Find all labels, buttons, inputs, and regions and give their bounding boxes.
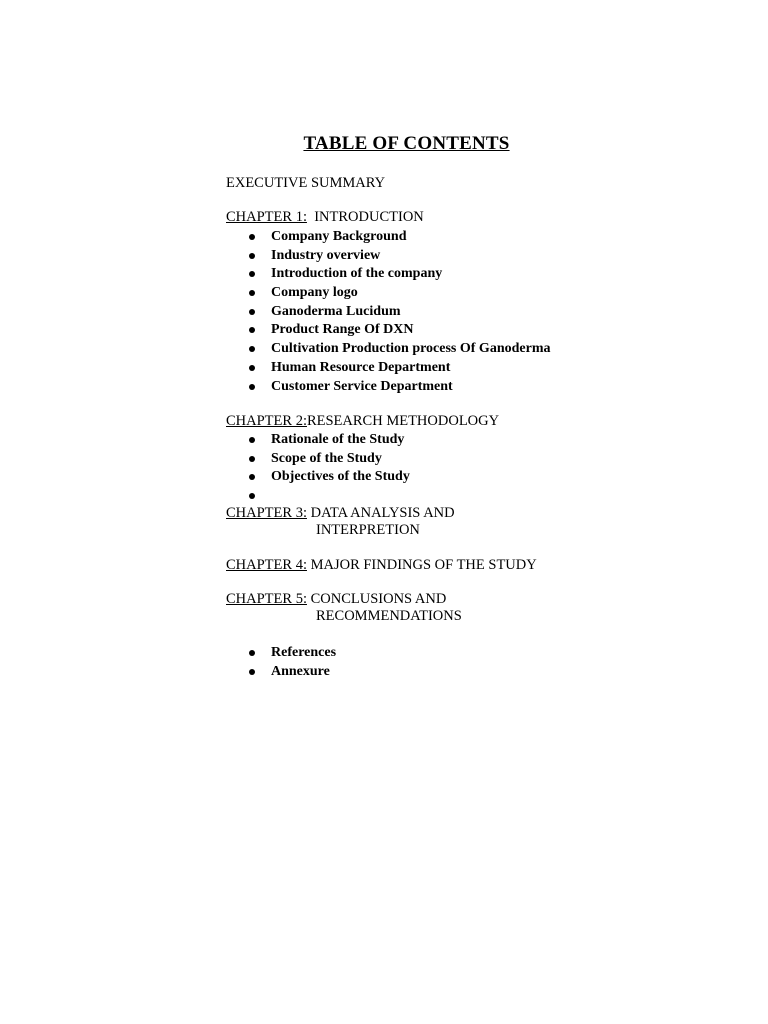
- bullet-icon: [249, 456, 255, 462]
- bullet-icon: [249, 253, 255, 259]
- chapter-5-heading: [226, 590, 446, 608]
- bullet-icon: [249, 493, 255, 499]
- page-title: TABLE OF CONTENTS: [303, 133, 510, 154]
- chapter-2-label: CHAPTER 2:: [226, 413, 307, 429]
- chapter-3-title-continued: INTERPRETION: [316, 522, 420, 538]
- chapter-4-label: CHAPTER 4:: [226, 557, 307, 573]
- chapter-1-title: INTRODUCTION: [314, 209, 424, 225]
- bullet-icon: [249, 234, 255, 240]
- chapter-2-title: RESEARCH METHODOLOGY: [306, 413, 500, 429]
- bullet-icon: [249, 271, 255, 277]
- bullet-icon: [249, 474, 255, 480]
- chapter-4-title: MAJOR FINDINGS OF THE STUDY: [310, 557, 537, 573]
- chapter-3-title: DATA ANALYSIS AND: [310, 505, 455, 521]
- bullet-icon: [249, 365, 255, 371]
- chapter-1-label: CHAPTER 1:: [226, 209, 307, 225]
- document-page: TABLE OF CONTENTS EXECUTIVE SUMMARY CHAPTER 1: INTRODUCTION Company Background Industry overview Introduction of the company Company logo Ganoderma Lucidum Product Range Of DXN Cultivation Production process Of Ganoderma Human Resource Department Customer Service Department CHAPTER 2:RESEARCH METHODOLOGY Rationale of the Study Scope of the Study Objectives of the Study CHAPTER 3: DATA ANALYSIS AND INTERPRETION CHAPTER 4: MAJOR FINDINGS OF THE STUDY CHAPTER 5: CONCLUSIONS AND RECOMMENDATIONS References Annexure: [0, 0, 768, 1024]
- chapter-5-label: CHAPTER 5:: [226, 591, 307, 607]
- chapter-5-title: CONCLUSIONS AND: [310, 591, 447, 607]
- executive-summary-heading: EXECUTIVE SUMMARY: [226, 175, 386, 191]
- bullet-icon: [249, 669, 255, 675]
- bullet-icon: [249, 384, 255, 390]
- chapter-3-label: CHAPTER 3:: [226, 505, 307, 521]
- chapter-3-heading: [226, 504, 455, 522]
- bullet-icon: [249, 346, 255, 352]
- bullet-icon: [249, 309, 255, 315]
- chapter-2-heading: [226, 412, 499, 430]
- bullet-icon: [249, 650, 255, 656]
- bullet-icon: [249, 290, 255, 296]
- bullet-icon: [249, 327, 255, 333]
- chapter-5-title-continued: RECOMMENDATIONS: [316, 608, 462, 624]
- chapter-4-heading: [226, 556, 537, 574]
- chapter-1-heading: [226, 208, 424, 226]
- bullet-icon: [249, 437, 255, 443]
